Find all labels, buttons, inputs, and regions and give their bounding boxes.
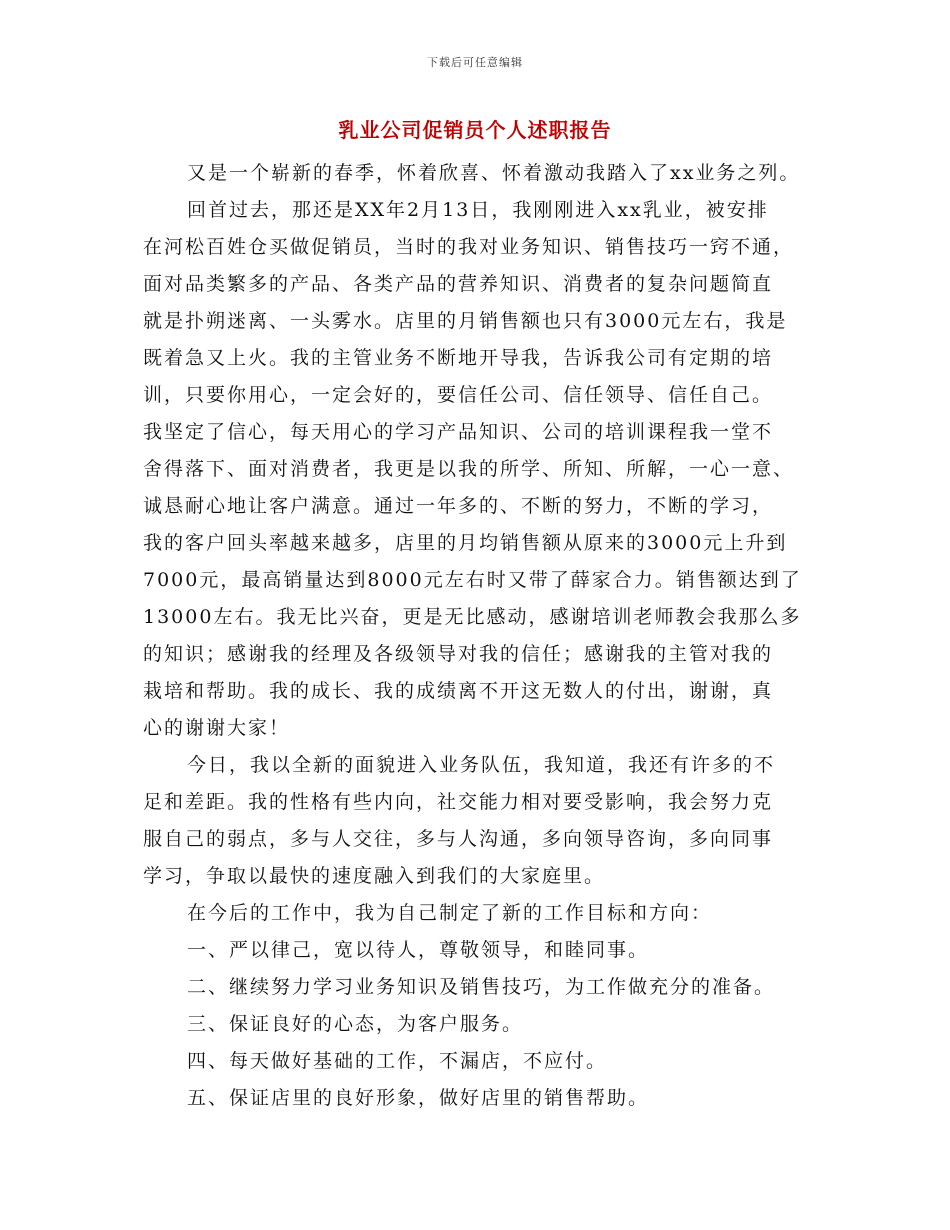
text-line: 学习，争取以最快的速度融入到我们的大家庭里。 <box>143 865 606 887</box>
list-item: 二、继续努力学习业务知识及销售技巧，为工作做充分的准备。 <box>187 976 776 998</box>
text-line: 13000左右。我无比兴奋，更是无比感动，感谢培训老师教会我那么多 <box>143 606 802 628</box>
text-line: 的知识；感谢我的经理及各级领导对我的信任；感谢我的主管对我的 <box>143 643 774 665</box>
text-line: 面对品类繁多的产品、各类产品的营养知识、消费者的复杂问题简直 <box>143 273 774 295</box>
text-line: 我坚定了信心，每天用心的学习产品知识、公司的培训课程我一堂不 <box>143 421 774 443</box>
document-title: 乳业公司促销员个人述职报告 <box>338 118 612 142</box>
text-line: 7000元，最高销量达到8000元左右时又带了薛家合力。销售额达到了 <box>143 569 802 591</box>
text-line: 诚恳耐心地让客户满意。通过一年多的、不断的努力，不断的学习， <box>143 495 774 517</box>
list-item: 五、保证店里的良好形象，做好店里的销售帮助。 <box>187 1087 650 1109</box>
text-line: 回首过去，那还是XX年2月13日，我刚刚进入xx乳业，被安排 <box>187 199 769 221</box>
text-line: 舍得落下、面对消费者，我更是以我的所学、所知、所解，一心一意、 <box>143 458 795 480</box>
text-line: 就是扑朔迷离、一头雾水。店里的月销售额也只有3000元左右，我是 <box>143 310 788 332</box>
document-body <box>143 155 823 1117</box>
text-line: 既着急又上火。我的主管业务不断地开导我，告诉我公司有定期的培 <box>143 347 774 369</box>
text-line: 训，只要你用心，一定会好的，要信任公司、信任领导、信任自己。 <box>143 384 774 406</box>
text-line: 栽培和帮助。我的成长、我的成绩离不开这无数人的付出，谢谢，真 <box>143 680 774 702</box>
text-line: 心的谢谢大家！ <box>143 717 291 739</box>
text-line: 又是一个崭新的春季，怀着欣喜、怀着激动我踏入了xx业务之列。 <box>187 162 801 184</box>
text-line: 足和差距。我的性格有些内向，社交能力相对要受影响，我会努力克 <box>143 791 774 813</box>
text-line: 在河松百姓仓买做促销员，当时的我对业务知识、销售技巧一窍不通， <box>143 236 795 258</box>
text-line: 我的客户回头率越来越多，店里的月均销售额从原来的3000元上升到 <box>143 532 788 554</box>
list-item: 一、严以律己，宽以待人，尊敬领导，和睦同事。 <box>187 939 650 961</box>
text-line: 今日，我以全新的面貌进入业务队伍，我知道，我还有许多的不 <box>187 754 776 776</box>
list-item: 四、每天做好基础的工作，不漏店，不应付。 <box>187 1050 608 1072</box>
header-note: 下载后可任意编辑 <box>427 56 523 69</box>
list-item: 三、保证良好的心态，为客户服务。 <box>187 1013 524 1035</box>
text-line: 服自己的弱点，多与人交往，多与人沟通，多向领导咨询，多向同事 <box>143 828 774 850</box>
text-line: 在今后的工作中，我为自己制定了新的工作目标和方向： <box>187 902 713 924</box>
